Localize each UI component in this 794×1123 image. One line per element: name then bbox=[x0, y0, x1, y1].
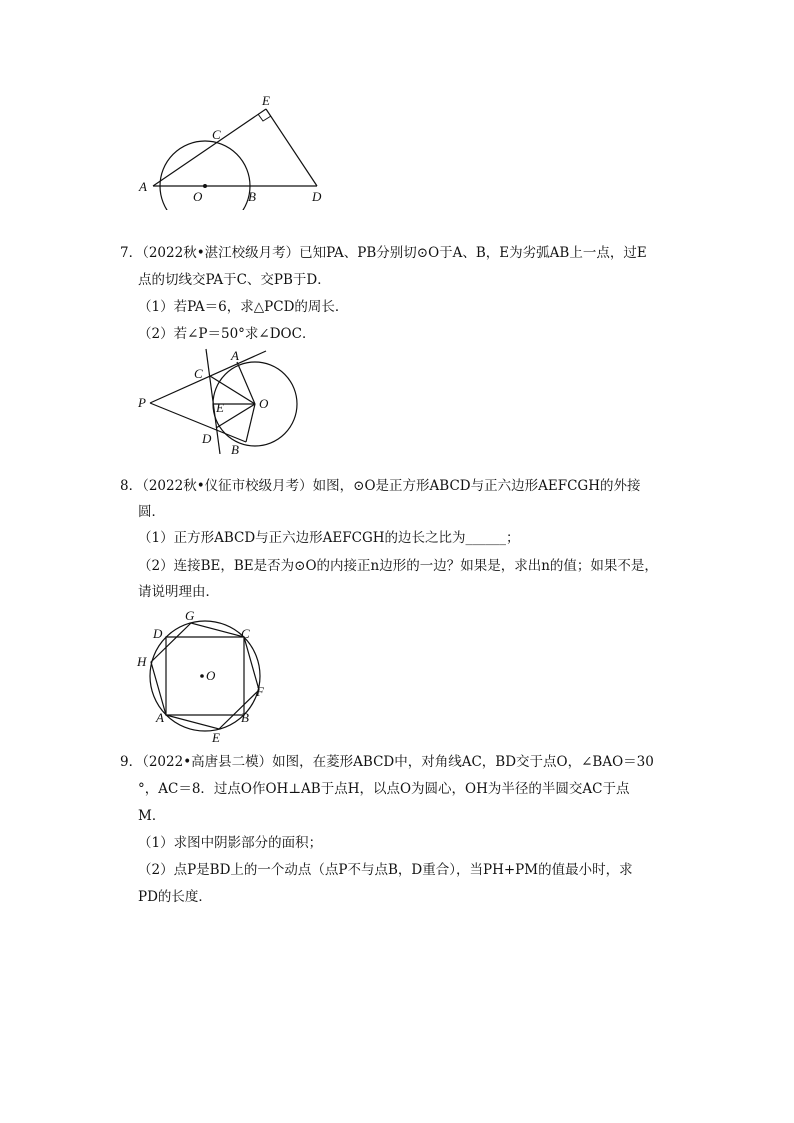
q9-line1: 9．（2022•高唐县二模）如图，在菱形ABCD中，对角线AC，BD交于点O，∠BAO＝30 bbox=[120, 754, 654, 770]
q8-part2: （2）连接BE，BE是否为⊙O的内接正n边形的一边？如果是，求出n的值；如果不是， bbox=[138, 558, 658, 574]
q7-line2: 点的切线交PA于C、交PB于D． bbox=[138, 272, 331, 288]
q7-line1: 7．（2022秋•湛江校级月考）已知PA、PB分别切⊙O于A、B，E为劣弧AB上一点，过E bbox=[120, 245, 647, 261]
label-E: E bbox=[212, 730, 220, 745]
label-A: A bbox=[139, 179, 147, 194]
q9-line2: °，AC＝8．过点O作OH⊥AB于点H，以点O为圆心，OH为半径的半圆交AC于点 bbox=[138, 781, 630, 797]
q8-part1: （1）正方形ABCD与正六边形AEFCGH的边长之比为______； bbox=[138, 530, 520, 546]
figure-circle-secant-svg bbox=[130, 90, 340, 210]
figure-tangents bbox=[130, 344, 310, 454]
label-D: D bbox=[153, 626, 163, 641]
q7-part2: （2）若∠P＝50°求∠DOC． bbox=[138, 326, 316, 342]
q8-part2b: 请说明理由． bbox=[138, 584, 219, 600]
q7-part1: （1）若PA＝6，求△PCD的周长． bbox=[138, 299, 349, 315]
label-E: E bbox=[262, 93, 270, 108]
label-G: G bbox=[185, 608, 195, 623]
figure-tangents-svg bbox=[130, 344, 310, 454]
label-B: B bbox=[241, 710, 249, 725]
q9-part1: （1）求图中阴影部分的面积； bbox=[138, 835, 323, 851]
label-A: A bbox=[156, 710, 164, 725]
figure-square-hexagon bbox=[134, 606, 274, 746]
figure-circle-secant bbox=[130, 90, 340, 210]
label-C: C bbox=[212, 127, 221, 142]
q9-line3: M． bbox=[138, 808, 166, 824]
label-C: C bbox=[241, 626, 250, 641]
label-B: B bbox=[231, 442, 239, 454]
label-O: O bbox=[206, 668, 216, 683]
q8-line2: 圆． bbox=[138, 504, 165, 520]
label-B: B bbox=[248, 189, 256, 204]
label-C: C bbox=[194, 366, 203, 381]
label-D: D bbox=[312, 189, 322, 204]
label-D: D bbox=[202, 431, 212, 446]
label-A: A bbox=[231, 348, 239, 363]
q9-part2: （2）点P是BD上的一个动点（点P不与点B，D重合），当PH+PM的值最小时，求 bbox=[138, 862, 633, 878]
q9-part2b: PD的长度． bbox=[138, 889, 212, 905]
label-O: O bbox=[259, 396, 269, 411]
figure-square-hexagon-svg bbox=[134, 606, 274, 746]
label-H: H bbox=[137, 654, 147, 669]
label-P: P bbox=[138, 395, 146, 410]
q8-line1: 8．（2022秋•仪征市校级月考）如图，⊙O是正方形ABCD与正六边形AEFCGH的外接 bbox=[120, 478, 641, 494]
label-O: O bbox=[193, 189, 203, 204]
label-F: F bbox=[256, 684, 264, 699]
label-E: E bbox=[216, 400, 224, 415]
